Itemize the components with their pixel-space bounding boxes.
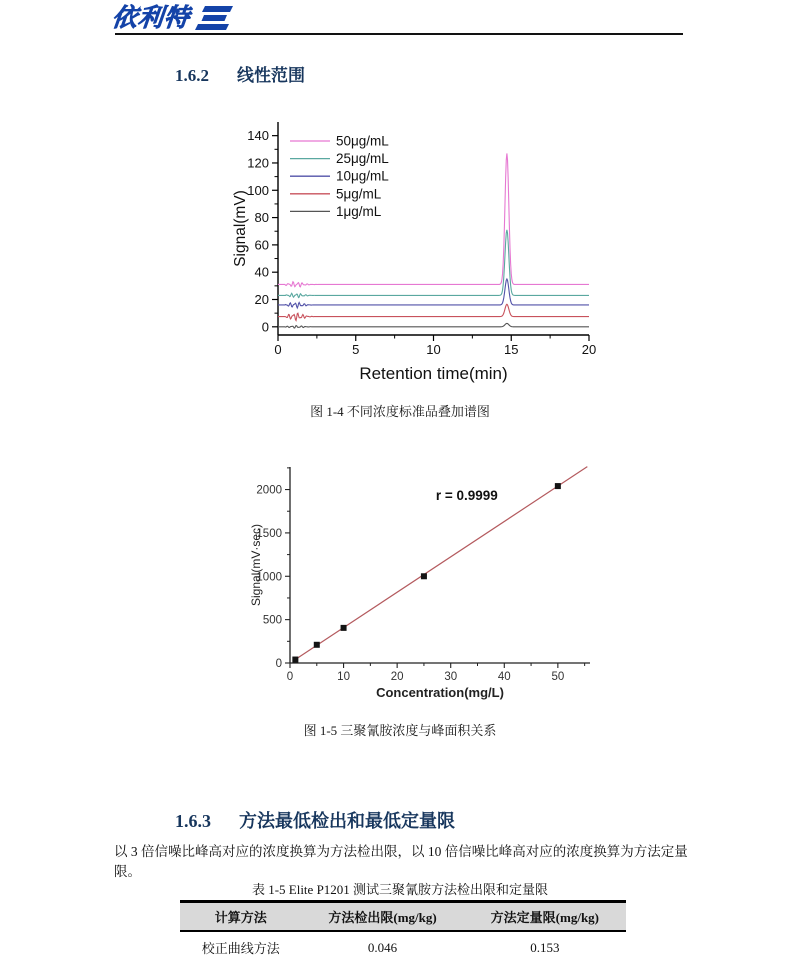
- brand-logo: [112, 4, 235, 32]
- chart1-axes: [232, 122, 596, 383]
- chart-text: 10: [426, 342, 441, 357]
- legend-label: 50μg/mL: [336, 133, 389, 149]
- legend-label: 25μg/mL: [336, 151, 389, 167]
- legend-item: [290, 186, 382, 201]
- section-title: 方法最低检出和最低定量限: [239, 811, 455, 831]
- chart-text: 60: [254, 237, 269, 253]
- data-point: [421, 573, 427, 579]
- data-point: [314, 642, 320, 648]
- chart-text: 100: [247, 182, 269, 198]
- chart-text: Concentration(mg/L): [376, 685, 504, 700]
- table-cell: 0.046: [367, 939, 398, 955]
- section-heading-detection-limit: [175, 807, 455, 833]
- table-header-cell: 方法检出限(mg/kg): [328, 910, 437, 925]
- chart-text: Retention time(min): [359, 364, 508, 383]
- limits-table-head: [180, 902, 626, 932]
- section-title: 线性范围: [237, 66, 305, 85]
- chromatogram-overlay-chart: [232, 110, 600, 388]
- chart-text: 30: [444, 671, 458, 683]
- legend-item: [290, 134, 389, 149]
- chart-text: 5: [352, 342, 360, 357]
- chart-text: 1000: [256, 571, 282, 584]
- limits-table: [180, 900, 626, 960]
- chart-text: 20: [390, 671, 404, 683]
- chart-text: 1500: [256, 527, 282, 540]
- table-title: 表 1-5 Elite P1201 测试三聚氰胺方法检出限和定量限: [251, 882, 549, 897]
- table-header-cell: 计算方法: [214, 910, 267, 925]
- table-cell: 校正曲线方法: [201, 941, 280, 956]
- chart-text: 10: [337, 671, 350, 683]
- figure-caption-1-5: 图 1-5 三聚氰胺浓度与峰面积关系: [303, 723, 497, 738]
- section-number: 1.6.2: [175, 66, 209, 85]
- legend-label: 1μg/mL: [336, 203, 382, 219]
- chart-text: 0: [274, 342, 282, 357]
- chart-text: 20: [581, 342, 597, 357]
- legend-label: 5μg/mL: [336, 186, 382, 202]
- brand-logo-text: 依利特: [110, 4, 192, 32]
- chart-text: 50: [551, 671, 565, 683]
- data-point: [555, 483, 561, 489]
- header-divider: [115, 33, 683, 35]
- chart-text: Signal(mV·sec): [249, 523, 263, 607]
- legend-item: [290, 151, 389, 166]
- chromatogram-trace: [278, 153, 589, 286]
- limits-table-body: [180, 931, 626, 960]
- chart-text: Signal(mV): [232, 190, 249, 267]
- chart-text: 80: [254, 210, 269, 226]
- legend-item: [290, 169, 389, 184]
- chart-text: 2000: [256, 484, 282, 497]
- chart-text: 120: [247, 155, 269, 171]
- chart-text: 0: [286, 671, 294, 683]
- chromatogram-trace: [278, 279, 589, 308]
- chart-text: 40: [254, 264, 269, 280]
- legend-item: [290, 204, 382, 219]
- chart-text: 140: [247, 128, 269, 144]
- table-header-row: [180, 902, 626, 932]
- chromatogram-trace: [278, 304, 589, 320]
- chart-text: 0: [261, 319, 269, 335]
- data-point: [292, 657, 298, 663]
- section-heading-linearity: [175, 61, 305, 86]
- table-header-cell: 方法定量限(mg/kg): [490, 910, 600, 925]
- section-number: 1.6.3: [175, 811, 211, 831]
- chart2-axes: [249, 467, 590, 700]
- correlation-annotation: r = 0.9999: [435, 487, 498, 503]
- figure-caption-1-4: 图 1-4 不同浓度标准品叠加谱图: [310, 404, 490, 419]
- chart-text: 20: [254, 292, 269, 307]
- chart-text: 500: [262, 614, 282, 627]
- chart-text: 40: [497, 671, 511, 683]
- legend-label: 10μg/mL: [336, 168, 389, 184]
- chart-text: 0: [275, 658, 282, 670]
- chart-text: 15: [504, 342, 519, 357]
- body-paragraph: 以 3 倍信噪比峰高对应的浓度换算为方法检出限，以 10 倍信噪比峰高对应的浓度换算为方法定量限。: [114, 844, 688, 879]
- chromatogram-trace: [278, 323, 589, 328]
- brand-logo-bars-icon: [195, 5, 235, 31]
- calibration-curve-chart: [245, 455, 603, 707]
- table-row: [180, 931, 626, 960]
- data-point: [341, 625, 347, 631]
- chromatogram-trace: [278, 230, 589, 298]
- table-cell: 0.153: [530, 939, 560, 955]
